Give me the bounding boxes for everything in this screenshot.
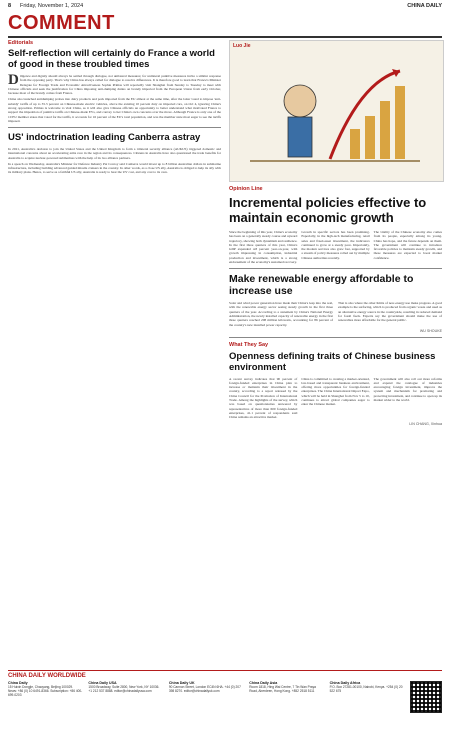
footer-col-uk-text: 90 Cannon Street, London EC4N 6HA. +44 (0) 207 398 8270. editor@chinadailyuk.com	[168, 685, 241, 693]
opinion-label: Opinion Line	[229, 186, 263, 192]
brand-name: CHINA DAILY	[407, 3, 442, 9]
editorial-cartoon	[229, 40, 444, 182]
footer-col-africa-head: China Daily Africa	[329, 681, 361, 685]
footer-col-china	[8, 681, 82, 713]
energy-headline[interactable]: Make renewable energy affordable to increase use	[229, 273, 414, 298]
footer-col-africa	[330, 681, 404, 713]
footer-col-china-text: 15 Huixin Dongjie, Chaoyang, Beijing 100029. News: +86 (0) 10 6491-8366. Subscription: +86 400-699-0203	[8, 685, 83, 697]
footer-col-usa	[88, 681, 162, 713]
footer-col-usa-head: China Daily USA	[88, 681, 117, 685]
second-editorial-headline[interactable]: US' indoctrination leading Canberra astray	[8, 131, 201, 143]
editorials-column	[8, 40, 221, 175]
cartoon-author: Luo Jie	[233, 43, 251, 49]
footer-col-uk	[169, 681, 243, 713]
top-rule	[8, 36, 442, 38]
qr-code-icon[interactable]	[410, 681, 442, 713]
footer-col-uk-head: China Daily UK	[168, 681, 195, 685]
footer-col-asia	[249, 681, 323, 713]
opinion-body-col-2: Growth in specific sectors has been promising. Especially, in the high-tech manufacturing, retail sales and fixed-asset investment, the indicators continued to grow at a steady pace. Importantly, the modern services also grew fast, supported by a stream of policy measures rolled out by multiple Chinese authorities recently.	[301, 230, 370, 260]
second-editorial-body-1: In 2021, Australia's decision to join the United States and the United Kingdom to form a trilateral security alliance (AUKUS) triggered domestic and international concerns about an accelerating arms race in the region and its consequences. Citizens in Australia have also questioned the trade benefits for Australia to acquire nuclear-powered submarines with the help of its two alliance partners.	[8, 146, 221, 160]
energy-body	[229, 301, 442, 327]
footer-col-asia-text: Room 1818, Hing Wai Centre, 7 Tin Wan Praya Road, Aberdeen, Hong Kong. +852 2518 5111	[249, 685, 316, 693]
second-editorial-body-2: In a speech on Wednesday, Australia's Minister for Defence Industry Pat Conroy said Canberra would invest up to 8 billion Australian dollars in submarine infrastructure, including building advanced guided missile cruisers in the country. In other words, as a close US ally, Australia is obliged to help its ally with its military plans. Hence, to serve as a faithful US ally, Australia is ready to bear the US' cost, and any cost to its own.	[8, 161, 221, 175]
opinion-body-col-3: The vitality of the Chinese economy also comes from its people, especially among its young. China has hope, and the future depends on them. The government will continue to introduce favorable policies to maintain steady growth, and these measures are expected to boost market confidence.	[373, 230, 442, 260]
openness-byline: LIN CHANG, Xinhua	[409, 421, 442, 426]
lead-editorial-headline[interactable]: Self-reflection will certainly do France a world of good in these troubled times	[8, 48, 215, 70]
openness-headline[interactable]: Openness defining traits of Chinese business environment	[229, 350, 436, 373]
footer-title: CHINA DAILY WORLDWIDE	[8, 673, 86, 679]
lead-editorial-body-1: Diligence and dignity should always be settled through dialogue, not unilateral measures; for unilateral punitive measures invite a similar response from the opposing party. That's why China has always called for dialogue to resolve differences. It is therefore good to learn that France's Minister Delegate for Foreign Trade and Economic Attractiveness Sophie Primas will reportedly visit Shanghai from Sunday to Tuesday to meet with Chinese officials and seek the justification for China imposing anti-dumping duties on brandy imported from the European Union from early October, because most of the brandy comes from France.	[8, 72, 221, 96]
footer-col-asia-head: China Daily Asia	[249, 681, 278, 685]
opinion-headline[interactable]: Incremental policies effective to maintain economic growth	[229, 195, 427, 225]
opinion-body-col-1: Since the beginning of this year, China's economy has been on a generally steady course and upward trajectory, showing both dynamism and resilience. In the first three quarters of this year, China's GDP expanded 4.8 percent year-on-year, with growth impressing in consumption, industrial production and investment, which is a strong endorsement of the economy's sustained recovery.	[229, 230, 298, 265]
energy-divider	[229, 337, 442, 338]
footer-columns	[8, 681, 442, 713]
openness-body-col-3: The government will also roll out more reforms and expand the catalogue of industries encouraging foreign investment, improve the system and mechanism for promoting and protecting investment, and continue to open up its market wider to the world.	[373, 376, 442, 403]
editorials-label: Editorials	[8, 40, 34, 46]
cartoon-drawing	[230, 41, 443, 181]
energy-body-col-2: That is also where the other limits of new-energy use make progress. A good example is the surfacing, which is produced from organic waste and used as an alternative energy source in the countryside, resulting in reduced demand for fossil fuels. Experts say the government should make the use of renewables more affordable for the general public.	[338, 301, 442, 323]
lead-editorial-body-2: China also launched antidumping probes into dairy products and pork imported from the EU almost at the same time, after the latter voted to impose 'anti-subsidy' tariffs of up to 35.3 percent on Chinese-made electric vehicles, above the existing 10 percent duty on imported cars, on Oct 4, ignoring China's strong opposition. Primas is welcome to visit China, as it will also give Chinese officials an opportunity to better understand what motivated France to support the imposition of punitive tariffs on Chinese-made EVs, and convey to her China's own concerns over the move. Although France is only one of the 10 EU member states that voted for the tariffs, it accounts for 16 percent of the EU's total population, and was the member state most eager to see the tariffs imposed.	[8, 97, 221, 123]
issue-date: Friday, November 1, 2024	[20, 3, 84, 9]
opinion-column	[229, 40, 442, 426]
section-title: COMMENT	[8, 12, 115, 34]
footer-col-usa-text: 1500 Broadway, Suite 2800, New York, NY 10036. +1 212 537 8888. editor@chinadailyusa.com	[88, 685, 160, 693]
energy-body-col-1: Solar and wind power generation have made their China's leap into the real, with the renewable energy sector seeing steady growth in the first three quarters of the year. According to a statement by China's National Energy Administration, the newly installed capacity of renewable energy in the first three quarters reached 208 million kilowatts, accounting for 86 percent of the country's new installed power capacity.	[229, 301, 333, 327]
page-number: 8	[8, 3, 12, 9]
footer-contacts	[8, 670, 442, 739]
openness-body-col-2: China is committed to creating a market-oriented, law-based and transparent business environment, offering more opportunities for foreign-funded enterprises. The China International Import Expo, which will be held in Shanghai from Nov 5 to 10, continues to attract global companies eager to enter the Chinese market.	[301, 376, 370, 407]
what-they-say-label: What They Say	[229, 341, 269, 348]
openness-body-col-1: A recent survey indicates that 90 percent of foreign-funded enterprises in China plan to increase or maintain their investment in the country, according to a report released by the China Council for the Promotion of International Trade. Among the highlights of the survey, which was based on questionnaires answered by representatives of more than 600 foreign-funded enterprises, 41.1 percent of respondents said China remains an attractive market.	[229, 376, 298, 420]
energy-byline: WU SHOUKE	[419, 328, 442, 333]
opinion-body	[229, 230, 442, 264]
opinion-divider	[229, 268, 442, 269]
footer-col-china-head: China Daily	[8, 681, 28, 685]
footer-col-africa-text: P.O. Box 27281-00100, Nairobi, Kenya. +254 (0) 20 522 675	[329, 685, 403, 693]
editorial-divider	[8, 127, 221, 128]
openness-body	[229, 377, 442, 420]
